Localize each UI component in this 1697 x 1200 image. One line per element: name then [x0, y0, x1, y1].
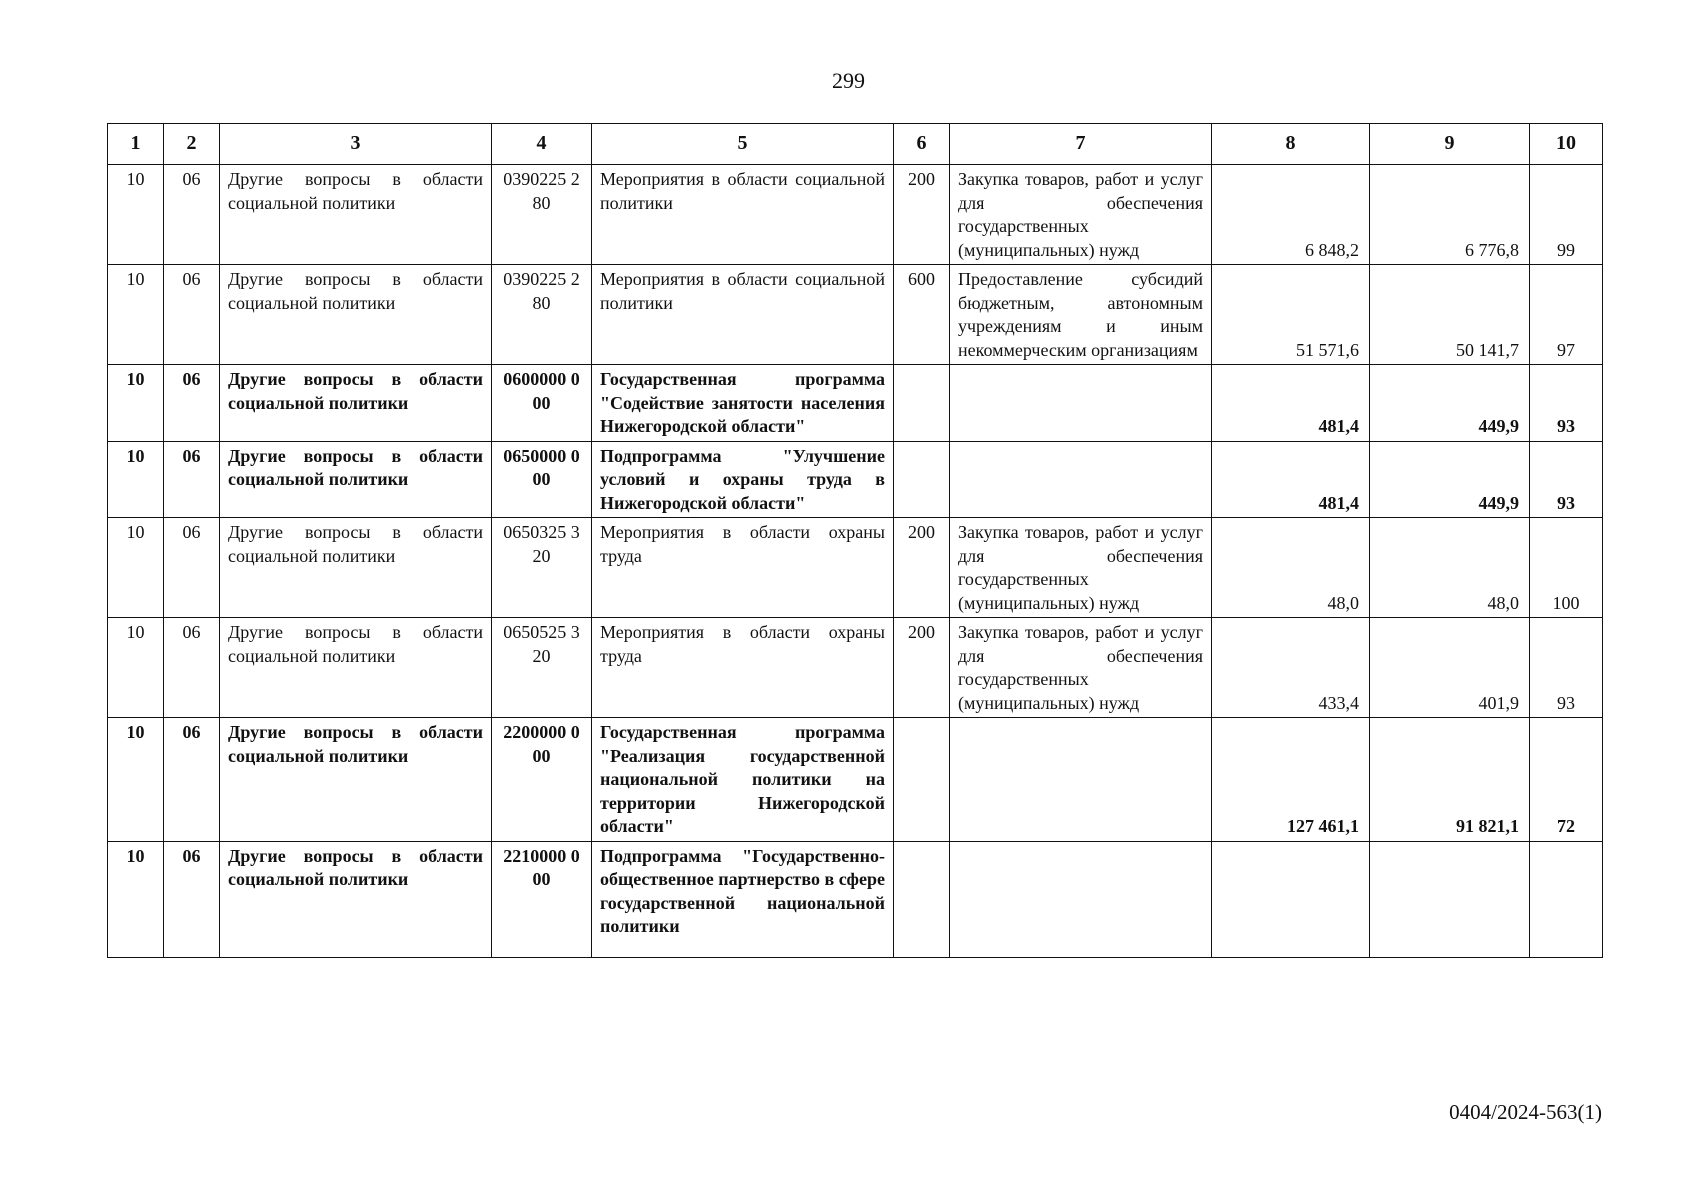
expense-type-cell: [894, 441, 950, 518]
section-name-cell: Другие вопросы в области социальной политики: [220, 365, 492, 442]
subsection-cell: 06: [164, 518, 220, 618]
target-name-cell: Государственная программа "Содействие занятости населения Нижегородской области": [592, 365, 894, 442]
section-name-cell: Другие вопросы в области социальной политики: [220, 165, 492, 265]
expense-type-name-cell: [950, 718, 1212, 842]
target-name-cell: Мероприятия в области социальной политики: [592, 265, 894, 365]
section-name-cell: Другие вопросы в области социальной политики: [220, 618, 492, 718]
column-header: 7: [950, 124, 1212, 165]
executed-amount-cell: 50 141,7: [1370, 265, 1530, 365]
section-cell: 10: [108, 165, 164, 265]
expense-type-name-cell: [950, 441, 1212, 518]
table-row: [108, 165, 1603, 265]
executed-amount-cell: 449,9: [1370, 441, 1530, 518]
expense-type-cell: [894, 841, 950, 957]
section-name-cell: Другие вопросы в области социальной политики: [220, 265, 492, 365]
percent-cell: 93: [1530, 365, 1603, 442]
table-row: [108, 441, 1603, 518]
expense-type-cell: 200: [894, 618, 950, 718]
executed-amount-cell: 6 776,8: [1370, 165, 1530, 265]
table-header-row: [108, 124, 1603, 165]
table-row: [108, 718, 1603, 842]
subsection-cell: 06: [164, 265, 220, 365]
expense-type-cell: 200: [894, 518, 950, 618]
approved-amount-cell: 481,4: [1212, 441, 1370, 518]
document-code: 0404/2024-563(1): [1449, 1100, 1602, 1124]
column-header: 5: [592, 124, 894, 165]
percent-cell: 97: [1530, 265, 1603, 365]
column-header: 10: [1530, 124, 1603, 165]
approved-amount-cell: 433,4: [1212, 618, 1370, 718]
page-number: 299: [832, 68, 865, 93]
approved-amount-cell: 48,0: [1212, 518, 1370, 618]
target-code-cell: 2200000 000: [492, 718, 592, 842]
column-header: 1: [108, 124, 164, 165]
target-code-cell: 0650325 320: [492, 518, 592, 618]
subsection-cell: 06: [164, 618, 220, 718]
table-row: [108, 365, 1603, 442]
target-code-cell: 0390225 280: [492, 265, 592, 365]
budget-table: [107, 123, 1603, 958]
section-cell: 10: [108, 618, 164, 718]
subsection-cell: 06: [164, 441, 220, 518]
target-code-cell: 0600000 000: [492, 365, 592, 442]
target-name-cell: Мероприятия в области охраны труда: [592, 518, 894, 618]
subsection-cell: 06: [164, 841, 220, 957]
target-name-cell: Подпрограмма "Государственно-общественное партнерство в сфере государственной национальной политики: [592, 841, 894, 957]
expense-type-name-cell: Закупка товаров, работ и услуг для обеспечения государственных (муниципальных) нужд: [950, 165, 1212, 265]
table-row: [108, 265, 1603, 365]
section-name-cell: Другие вопросы в области социальной политики: [220, 718, 492, 842]
percent-cell: [1530, 841, 1603, 957]
target-code-cell: 2210000 000: [492, 841, 592, 957]
column-header: 4: [492, 124, 592, 165]
approved-amount-cell: 127 461,1: [1212, 718, 1370, 842]
approved-amount-cell: 6 848,2: [1212, 165, 1370, 265]
section-name-cell: Другие вопросы в области социальной политики: [220, 441, 492, 518]
expense-type-cell: [894, 718, 950, 842]
approved-amount-cell: [1212, 841, 1370, 957]
target-code-cell: 0650525 320: [492, 618, 592, 718]
expense-type-name-cell: Закупка товаров, работ и услуг для обеспечения государственных (муниципальных) нужд: [950, 618, 1212, 718]
percent-cell: 99: [1530, 165, 1603, 265]
target-name-cell: Подпрограмма "Улучшение условий и охраны труда в Нижегородской области": [592, 441, 894, 518]
percent-cell: 100: [1530, 518, 1603, 618]
executed-amount-cell: 48,0: [1370, 518, 1530, 618]
approved-amount-cell: 51 571,6: [1212, 265, 1370, 365]
table-body: [108, 165, 1603, 958]
expense-type-cell: 600: [894, 265, 950, 365]
section-cell: 10: [108, 265, 164, 365]
expense-type-name-cell: [950, 841, 1212, 957]
target-code-cell: 0390225 280: [492, 165, 592, 265]
target-code-cell: 0650000 000: [492, 441, 592, 518]
column-header: 2: [164, 124, 220, 165]
column-header: 9: [1370, 124, 1530, 165]
expense-type-name-cell: [950, 365, 1212, 442]
target-name-cell: Государственная программа "Реализация государственной национальной политики на территории Нижегородской области": [592, 718, 894, 842]
expense-type-cell: 200: [894, 165, 950, 265]
executed-amount-cell: [1370, 841, 1530, 957]
section-cell: 10: [108, 365, 164, 442]
percent-cell: 93: [1530, 441, 1603, 518]
section-cell: 10: [108, 518, 164, 618]
expense-type-name-cell: Предоставление субсидий бюджетным, автономным учреждениям и иным некоммерческим организациям: [950, 265, 1212, 365]
percent-cell: 93: [1530, 618, 1603, 718]
table-row: [108, 618, 1603, 718]
expense-type-name-cell: Закупка товаров, работ и услуг для обеспечения государственных (муниципальных) нужд: [950, 518, 1212, 618]
section-cell: 10: [108, 718, 164, 842]
target-name-cell: Мероприятия в области охраны труда: [592, 618, 894, 718]
section-cell: 10: [108, 841, 164, 957]
table-row: [108, 518, 1603, 618]
section-cell: 10: [108, 441, 164, 518]
percent-cell: 72: [1530, 718, 1603, 842]
executed-amount-cell: 401,9: [1370, 618, 1530, 718]
section-name-cell: Другие вопросы в области социальной политики: [220, 518, 492, 618]
target-name-cell: Мероприятия в области социальной политики: [592, 165, 894, 265]
subsection-cell: 06: [164, 718, 220, 842]
expense-type-cell: [894, 365, 950, 442]
section-name-cell: Другие вопросы в области социальной политики: [220, 841, 492, 957]
column-header: 6: [894, 124, 950, 165]
approved-amount-cell: 481,4: [1212, 365, 1370, 442]
column-header: 8: [1212, 124, 1370, 165]
column-header: 3: [220, 124, 492, 165]
executed-amount-cell: 449,9: [1370, 365, 1530, 442]
subsection-cell: 06: [164, 165, 220, 265]
subsection-cell: 06: [164, 365, 220, 442]
executed-amount-cell: 91 821,1: [1370, 718, 1530, 842]
table-row: [108, 841, 1603, 957]
